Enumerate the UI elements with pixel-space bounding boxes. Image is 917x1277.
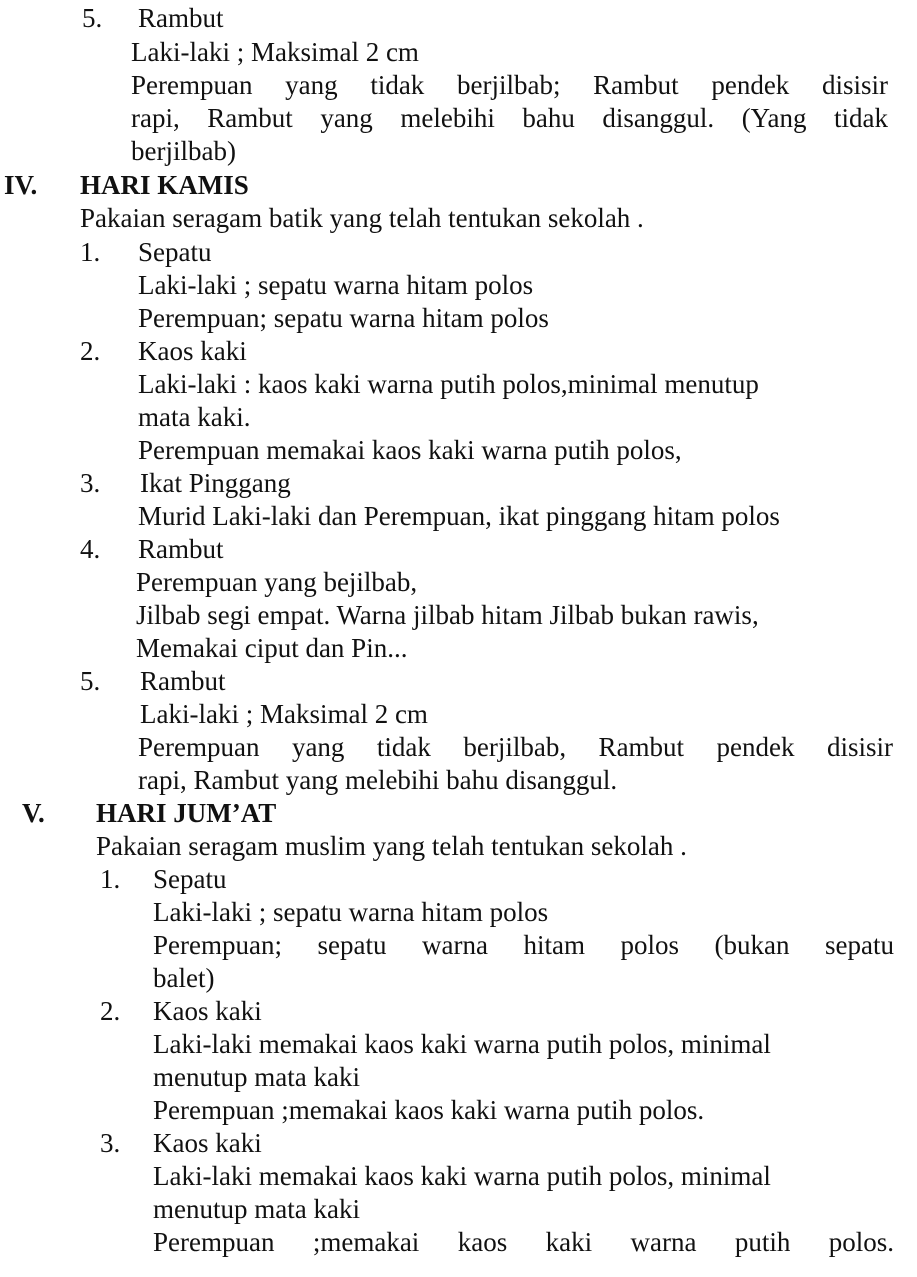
item-number: 1. [80,237,101,267]
item-number: 3. [100,1128,121,1158]
item-text-line: Perempuan memakai kaos kaki warna putih polos, [138,435,682,465]
item-text-line: Laki-laki ; sepatu warna hitam polos [138,270,534,300]
item-title: Rambut [140,666,226,696]
item-number: 5. [80,666,101,696]
item-text-line: rapi, Rambut yang melebihi bahu disanggul. [138,765,618,795]
item-number: 5. [82,3,103,33]
item-text-line: Laki-laki memakai kaos kaki warna putih polos, minimal [153,1161,771,1191]
item-number: 3. [80,468,101,498]
section-heading: HARI KAMIS [80,170,249,200]
item-text-line: Perempuan; sepatu warna hitam polos [138,303,549,333]
item-number: 1. [100,864,121,894]
item-text-line: Murid Laki-laki dan Perempuan, ikat pinggang hitam polos [138,501,780,531]
section-intro: Pakaian seragam batik yang telah tentukan sekolah . [80,203,644,233]
item-title: Kaos kaki [138,336,247,366]
item-title: Sepatu [153,864,227,894]
item-title: Ikat Pinggang [140,468,291,498]
item-text-line: berjilbab) [131,136,236,166]
section-heading: HARI JUM’AT [96,798,277,828]
item-text-line: Perempuan; sepatu warna hitam polos (bukan sepatu [153,930,894,960]
item-text-line: Laki-laki ; Maksimal 2 cm [131,37,419,67]
item-text-line: Perempuan ;memakai kaos kaki warna putih polos. [153,1095,705,1125]
item-text-line: Memakai ciput dan Pin... [136,633,408,663]
item-text-line: menutup mata kaki [153,1062,360,1092]
item-text-line: rapi, Rambut yang melebihi bahu disanggul. (Yang tidak [131,103,888,133]
item-text-line: menutup mata kaki [153,1194,360,1224]
item-text-line: Laki-laki ; sepatu warna hitam polos [153,897,549,927]
item-number: 2. [100,996,121,1026]
item-number: 2. [80,336,101,366]
item-text-line: Laki-laki ; Maksimal 2 cm [140,699,428,729]
item-title: Rambut [138,3,224,33]
item-title: Rambut [138,534,224,564]
section-roman-numeral: V. [22,798,45,828]
item-text-line: Perempuan yang bejilbab, [136,567,418,597]
item-text-line: Perempuan yang tidak berjilbab; Rambut pendek disisir [131,70,888,100]
item-text-line: Jilbab segi empat. Warna jilbab hitam Jilbab bukan rawis, [136,600,759,630]
item-title: Kaos kaki [153,1128,262,1158]
item-title: Kaos kaki [153,996,262,1026]
item-text-line: Laki-laki memakai kaos kaki warna putih polos, minimal [153,1029,771,1059]
item-title: Sepatu [138,237,212,267]
section-roman-numeral: IV. [4,170,38,200]
item-number: 4. [80,534,101,564]
item-text-line: balet) [153,963,215,993]
item-text-line: Perempuan ;memakai kaos kaki warna putih polos. [153,1227,894,1257]
item-text-line: Perempuan yang tidak berjilbab, Rambut pendek disisir [138,732,893,762]
item-text-line: Laki-laki : kaos kaki warna putih polos,minimal menutup [138,369,759,399]
item-text-line: mata kaki. [138,402,251,432]
section-intro: Pakaian seragam muslim yang telah tentukan sekolah . [96,831,687,861]
